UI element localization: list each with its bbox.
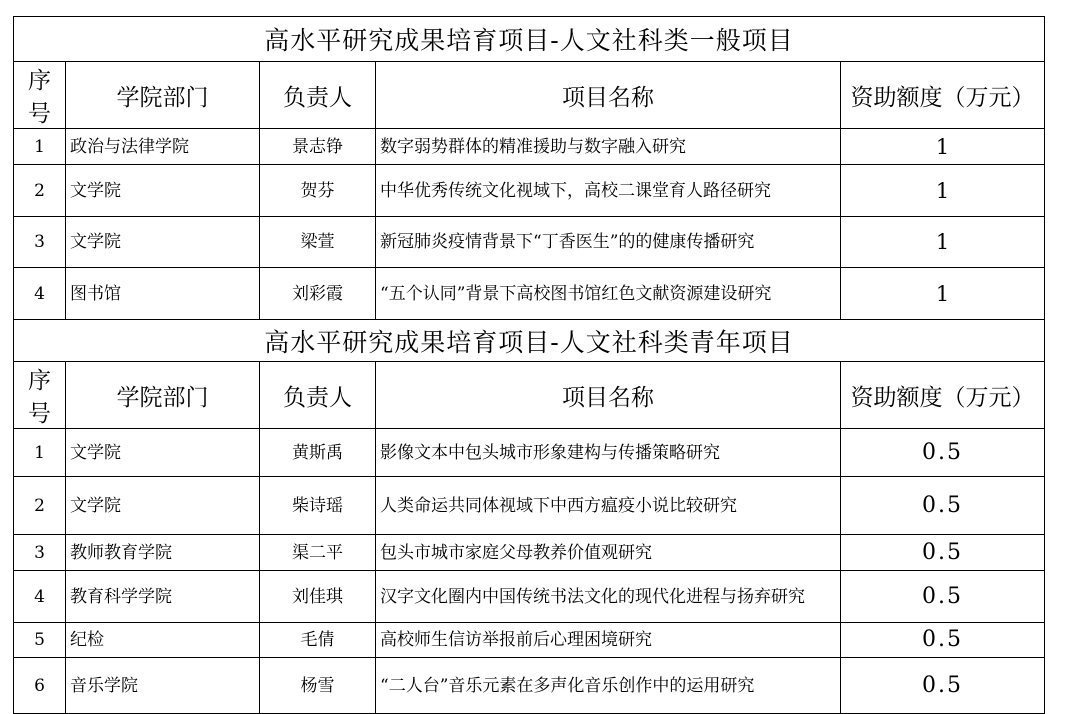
table-row (14, 571, 1045, 623)
table-row (14, 429, 1045, 477)
table-row (14, 535, 1045, 571)
cell-project: “二人台”音乐元素在多声化音乐创作中的运用研究 (376, 658, 841, 714)
cell-amount: 1 (841, 217, 1045, 268)
cell-no: 3 (14, 535, 66, 571)
cell-project: 包头市城市家庭父母教养价值观研究 (376, 535, 841, 571)
section-title-row (14, 320, 1045, 362)
cell-amount: 0.5 (841, 623, 1045, 658)
table-row (14, 623, 1045, 658)
header-row (14, 62, 1045, 129)
cell-amount: 0.5 (841, 477, 1045, 535)
cell-amount: 1 (841, 268, 1045, 320)
header-project: 项目名称 (376, 62, 841, 129)
section-title: 高水平研究成果培育项目-人文社科类青年项目 (14, 320, 1045, 362)
cell-amount: 0.5 (841, 571, 1045, 623)
cell-project: “五个认同”背景下高校图书馆红色文献资源建设研究 (376, 268, 841, 320)
cell-amount: 0.5 (841, 535, 1045, 571)
cell-project: 高校师生信访举报前后心理困境研究 (376, 623, 841, 658)
header-dept: 学院部门 (66, 62, 260, 129)
cell-dept: 纪检 (66, 623, 260, 658)
cell-lead: 杨雪 (260, 658, 376, 714)
cell-lead: 刘彩霞 (260, 268, 376, 320)
cell-lead: 渠二平 (260, 535, 376, 571)
table-row (14, 658, 1045, 714)
cell-amount: 1 (841, 165, 1045, 217)
header-row (14, 362, 1045, 429)
section-title: 高水平研究成果培育项目-人文社科类一般项目 (14, 17, 1045, 62)
cell-no: 1 (14, 429, 66, 477)
header-project: 项目名称 (376, 362, 841, 429)
header-no: 序号 (14, 62, 66, 129)
cell-lead: 景志铮 (260, 129, 376, 165)
cell-lead: 贺芬 (260, 165, 376, 217)
cell-dept: 音乐学院 (66, 658, 260, 714)
cell-lead: 毛倩 (260, 623, 376, 658)
cell-dept: 文学院 (66, 477, 260, 535)
cell-no: 2 (14, 165, 66, 217)
header-amount: 资助额度（万元） (841, 62, 1045, 129)
cell-no: 4 (14, 571, 66, 623)
cell-amount: 1 (841, 129, 1045, 165)
cell-dept: 文学院 (66, 217, 260, 268)
cell-project: 影像文本中包头城市形象建构与传播策略研究 (376, 429, 841, 477)
cell-project: 新冠肺炎疫情背景下“丁香医生”的的健康传播研究 (376, 217, 841, 268)
cell-project: 中华优秀传统文化视域下，高校二课堂育人路径研究 (376, 165, 841, 217)
table-row (14, 217, 1045, 268)
cell-lead: 刘佳琪 (260, 571, 376, 623)
cell-dept: 政治与法律学院 (66, 129, 260, 165)
table-row (14, 165, 1045, 217)
spreadsheet-table (13, 16, 1045, 714)
cell-no: 1 (14, 129, 66, 165)
cell-amount: 0.5 (841, 429, 1045, 477)
header-no: 序号 (14, 362, 66, 429)
cell-dept: 教师教育学院 (66, 535, 260, 571)
header-dept: 学院部门 (66, 362, 260, 429)
cell-dept: 文学院 (66, 165, 260, 217)
header-lead: 负责人 (260, 362, 376, 429)
table-row (14, 268, 1045, 320)
cell-lead: 柴诗瑶 (260, 477, 376, 535)
header-amount: 资助额度（万元） (841, 362, 1045, 429)
cell-lead: 梁萱 (260, 217, 376, 268)
cell-amount: 0.5 (841, 658, 1045, 714)
cell-no: 6 (14, 658, 66, 714)
cell-project: 数字弱势群体的精准援助与数字融入研究 (376, 129, 841, 165)
cell-dept: 图书馆 (66, 268, 260, 320)
section-title-row (14, 17, 1045, 62)
table-row (14, 477, 1045, 535)
cell-dept: 教育科学学院 (66, 571, 260, 623)
cell-project: 汉字文化圈内中国传统书法文化的现代化进程与扬弃研究 (376, 571, 841, 623)
cell-no: 4 (14, 268, 66, 320)
cell-no: 2 (14, 477, 66, 535)
cell-dept: 文学院 (66, 429, 260, 477)
table-row (14, 129, 1045, 165)
cell-lead: 黄斯禹 (260, 429, 376, 477)
header-lead: 负责人 (260, 62, 376, 129)
cell-no: 3 (14, 217, 66, 268)
cell-no: 5 (14, 623, 66, 658)
cell-project: 人类命运共同体视域下中西方瘟疫小说比较研究 (376, 477, 841, 535)
